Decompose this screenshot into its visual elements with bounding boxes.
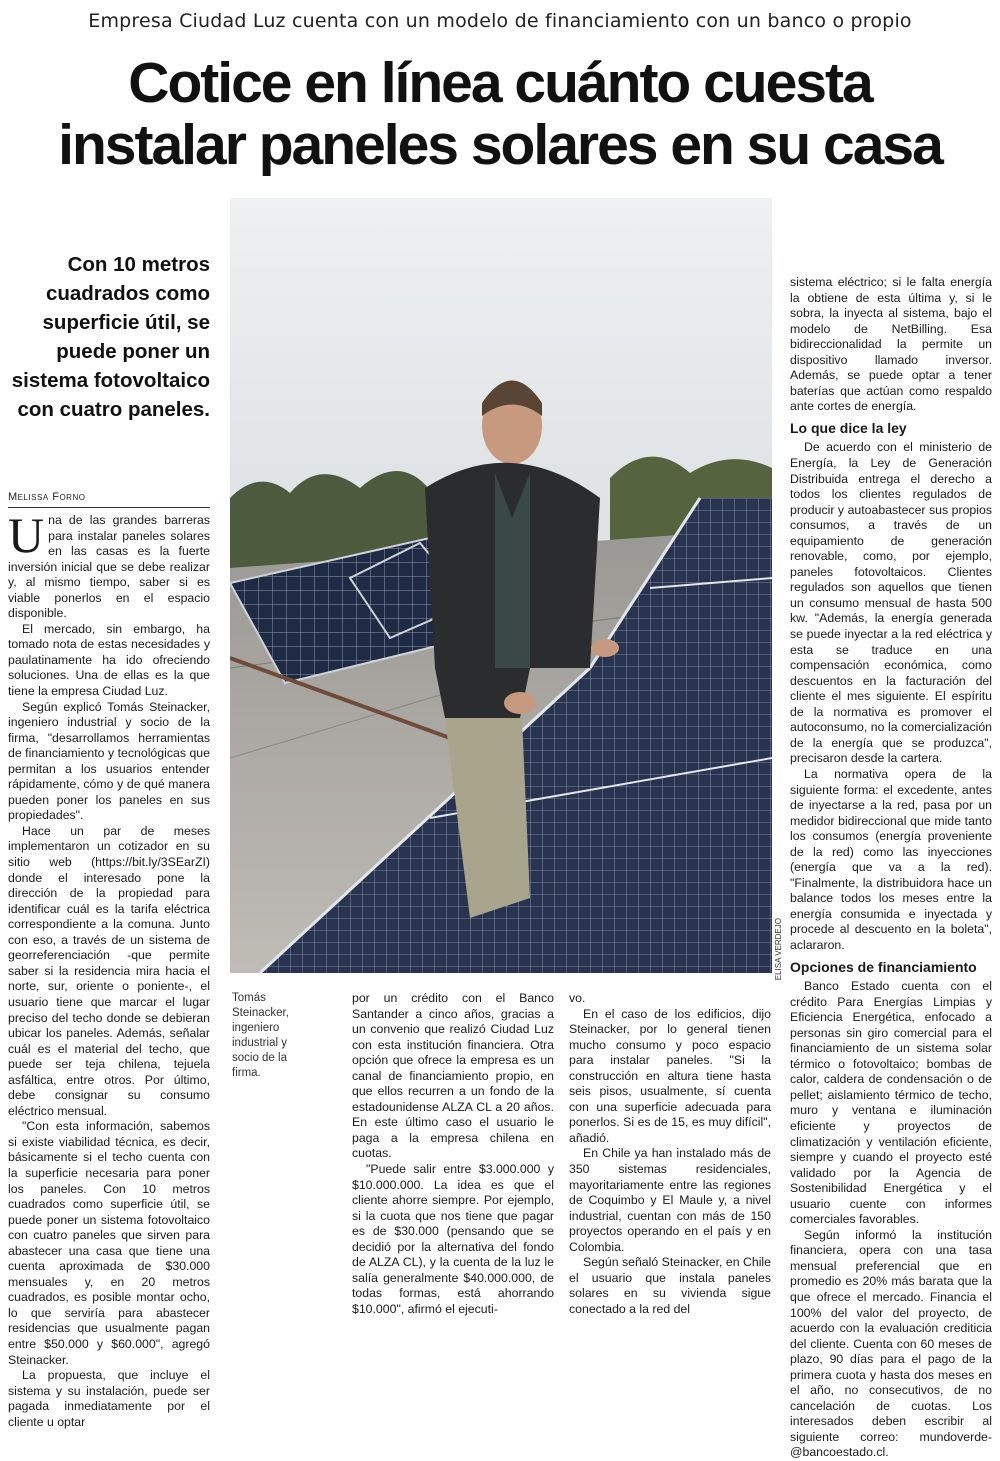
paragraph: Hace un par de meses implementaron un cotizador en su sitio web (https://bit.ly/3SEarZI) donde el interesado pone la dirección de la propiedad para identificar cuál es la tarifa eléctrica correspondiente a la comuna. Junto con eso, a través de un sistema de georreferenciación -que permite saber si la residencia mira hacia el norte, sur, oriente o poniente-, el usuario tiene que marcar el lugar preciso del techo donde se debieran ubicar los paneles. Además, señalar cuál es el material del techo, que puede ser teja chilena, tejuela asfáltica, entre otros. Por último, debe consignar su consumo eléctrico mensual. — [8, 823, 210, 1118]
byline: Melissa Forno — [8, 491, 86, 503]
photo-caption: Tomás Steinacker, ingeniero industrial y socio de la firma. — [232, 992, 289, 1079]
headline — [0, 52, 1000, 176]
paragraph — [8, 507, 210, 622]
column-2 — [352, 991, 554, 1317]
paragraph: "Con esta información, sabemos si existe viabilidad técnica, es decir, básicamente si el techo cuenta con la superficie necesaria para poner los paneles. Con 10 metros cuadrados como superficie útil, se puede poner un sistema fotovoltaico con cuatro paneles que sirven para abastecer una casa que tiene una cuenta aproximada de $30.000 mensuales y, en 20 metros cuadrados, es posible montar ocho, lo que serviría para abastecer residencias que usualmente pagan entre $50.000 y $60.000", agregó Steinacker. — [8, 1119, 210, 1367]
paragraph: La propuesta, que incluye el sistema y su instalación, puede ser pagada inmediatamente por el cliente u optar — [8, 1368, 210, 1429]
column-4 — [790, 275, 992, 1461]
paragraph: De acuerdo con el ministerio de Energía, la Ley de Generación Distribuida entrega el derecho a todos los clientes regulados de producir y autoabastecer sus propios consumos, a través de un equipamiento de generación renovable, como, por ejemplo, paneles fotovoltaicos. Clientes regulados son aquellos que tienen un consumo mensual de hasta 500 kw. "Además, la energía generada se puede inyectar a la red eléctrica y esta se traduce en una compensación económica, como descuentos en la facturación del cliente el mes siguiente. El espíritu de la normativa es promover el autoconsumo, no la comercialización de la energía que se produzca", precisaron desde la cartera. — [790, 440, 992, 766]
kicker: Empresa Ciudad Luz cuenta con un modelo de financiamiento con un banco o propio — [88, 10, 912, 32]
headline-line-2: instalar paneles solares en su casa — [58, 113, 942, 177]
column-1 — [8, 507, 210, 1430]
main-photo — [230, 198, 772, 973]
paragraph: El mercado, sin embargo, ha tomado nota de estas necesidades y paulatinamente ha ido ofreciendo soluciones. Una de ellas es la que tiene la empresa Ciudad Luz. — [8, 621, 210, 699]
photo-credit: ELISA VERDEJO — [774, 918, 783, 981]
paragraph: vo. — [569, 991, 586, 1005]
paragraph: En Chile ya han instalado más de 350 sistemas residenciales, mayoritariamente entre las regiones de Coquimbo y El Maule y, a nivel industrial, cuentan con más de 150 proyectos operando en el país y en Colombia. — [569, 1146, 771, 1254]
paragraph: "Puede salir entre $3.000.000 y $10.000.000. La idea es que el cliente ahorre siempre. Por ejemplo, si la cuota que nos tiene que pagar es de $30.000 (pensando que se decidió por la alternativa del fondo de ALZA CL), y la cuenta de la luz le salía generalmente $40.000.000, de todas formas, está ahorrando $10.000", afirmó el ejecuti- — [352, 1162, 554, 1316]
paragraph: En el caso de los edificios, dijo Steinacker, por lo general tienen mucho consumo y poco espacio para instalar paneles. "Si la construcción en altura tiene hasta seis pisos, usualmente, sí cuenta con una superficie adecuada para ponerlos. Si es de 15, es muy difícil", añadió. — [569, 1006, 771, 1145]
paragraph: por un crédito con el Banco Santander a cinco años, gracias a un convenio que realizó Ciudad Luz con esta institución financiera. Otra opción que ofrece la empresa es un canal de financiamiento propio, en que ellos recurren a un fondo de la estadounidense ALZA CL a 20 años. En este último caso el usuario le paga a la empresa chilena en cuotas. — [352, 991, 554, 1161]
paragraph: Según explicó Tomás Steinacker, ingeniero industrial y socio de la firma, "desarrollamos herramientas de financiamiento y tecnológicas que permitan a los usuarios entender rápidamente, cómo y de qué manera pueden poner los paneles en sus propiedades". — [8, 699, 210, 823]
paragraph: sistema eléctrico; si le falta energía la obtiene de esta última y, si le sobra, la inyecta al sistema, bajo el modelo de NetBilling. Esa bidireccionalidad la permite un dispositivo llamado inversor. Además, se puede optar a tener baterías que actúan como respaldo ante cortes de energía. — [790, 275, 992, 414]
subheading: Lo que dice la ley — [790, 419, 907, 436]
byline-rule — [8, 487, 210, 508]
subheading: Opciones de financiamiento — [790, 958, 977, 975]
drop-cap: U — [8, 507, 45, 563]
paragraph: Según informó la institución financiera, opera con una tasa mensual preferencial que en promedio es 20% más barata que la que ofrece el mercado. Financia el 100% del valor del proyecto, de acuerdo con la evaluación crediticia del cliente. Cuenta con 60 meses de plazo, 90 días para el pago de la primera cuota y hasta dos meses en el año, no consecutivos, de no cancelación de cuotas. Los interesados deben escribir al siguiente correo: mundoverde-@bancoestado.cl. — [790, 1227, 992, 1460]
lede: Con 10 metros cuadrados como superficie útil, se puede poner un sistema fotovoltaico con cuatro paneles. — [11, 253, 210, 421]
paragraph: Banco Estado cuenta con el crédito Para Energías Limpias y Eficiencia Energética, enfocado a personas sin giro comercial para el financiamiento de un sistema solar térmico o fotovoltaico; bombas de calor, caldera de condensación o de pellet; aislamiento térmico de techo, muro y ventana e iluminación eficiente y proyectos de climatización y ventilación eficiente, siempre y cuando el proyecto esté validado por la Agencia de Sostenibilidad Energética y el usuario cuente con informes comerciales favorables. — [790, 979, 992, 1227]
paragraph: La normativa opera de la siguiente forma: el excedente, antes de inyectarse a la red, pasa por un medidor bidireccional que mide tanto los consumos (energía proveniente de la red) como las inyecciones (energía que va a la red). "Finalmente, la distribuidora hace un balance todos los meses entre la energía consumida e inyectada y procede al descuento en la boleta", aclararon. — [790, 766, 992, 952]
column-3 — [569, 991, 771, 1317]
paragraph: Según señaló Steinacker, en Chile el usuario que instala paneles solares en su vivienda sigue conectado a la red del — [569, 1255, 771, 1316]
paragraph-text: na de las grandes barreras para instalar paneles solares en las casas es la fuerte inversión inicial que se debe realizar y, al mismo tiempo, saber si es viable ponerlos en el espacio disponible. — [8, 513, 210, 621]
rooftop-solar-panels-illustration — [230, 198, 772, 973]
headline-line-1: Cotice en línea cuánto cuesta — [128, 51, 872, 115]
